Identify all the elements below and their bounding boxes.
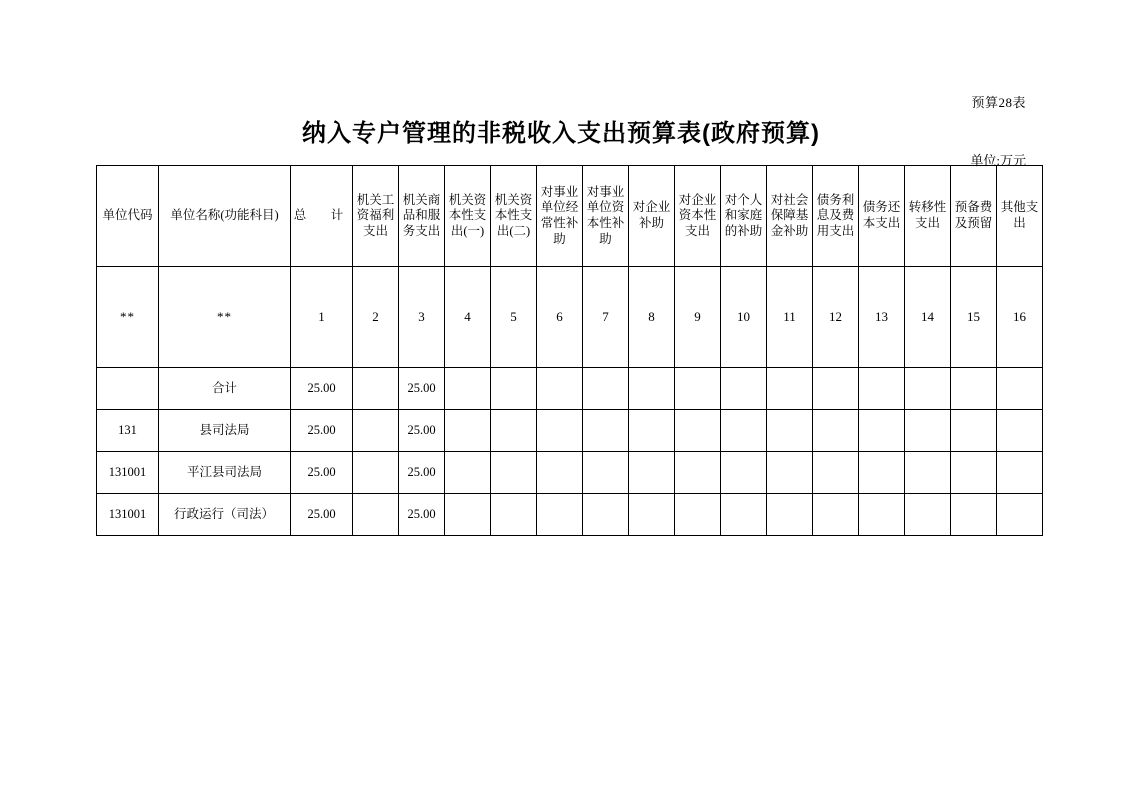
cell-value-3: 25.00 [399,410,445,452]
cell-value-6 [537,410,583,452]
cell-total: 25.00 [291,452,353,494]
column-header-8: 对事业单位资本性补助 [583,166,629,267]
cell-unit-name: 合计 [159,368,291,410]
cell-value-12 [813,368,859,410]
cell-value-16 [997,410,1043,452]
cell-value-9 [675,368,721,410]
column-header-1: 单位名称(功能科目) [159,166,291,267]
column-index-16: 15 [951,267,997,368]
cell-value-11 [767,494,813,536]
cell-value-10 [721,410,767,452]
cell-unit-code: 131001 [97,494,159,536]
cell-value-16 [997,368,1043,410]
cell-unit-code: 131 [97,410,159,452]
cell-value-8 [629,494,675,536]
cell-value-5 [491,494,537,536]
column-header-17: 其他支出 [997,166,1043,267]
page-title: 纳入专户管理的非税收入支出预算表(政府预算) [302,120,820,147]
form-code-label: 预算28表 [971,95,1026,110]
cell-value-3: 25.00 [399,494,445,536]
cell-value-3: 25.00 [399,368,445,410]
cell-value-14 [905,410,951,452]
column-index-11: 10 [721,267,767,368]
cell-value-12 [813,494,859,536]
cell-value-9 [675,494,721,536]
cell-value-2 [353,410,399,452]
cell-unit-name: 行政运行（司法） [159,494,291,536]
cell-value-9 [675,452,721,494]
column-index-10: 9 [675,267,721,368]
cell-value-14 [905,368,951,410]
column-header-2: 总 计 [291,166,353,267]
column-header-5: 机关资本性支出(一) [445,166,491,267]
cell-unit-code: 131001 [97,452,159,494]
budget-table [96,165,1043,536]
column-header-11: 对个人和家庭的补助 [721,166,767,267]
cell-value-13 [859,452,905,494]
column-index-6: 5 [491,267,537,368]
cell-value-12 [813,410,859,452]
cell-value-15 [951,494,997,536]
column-index-12: 11 [767,267,813,368]
cell-value-11 [767,368,813,410]
cell-value-6 [537,452,583,494]
cell-value-14 [905,494,951,536]
cell-unit-code [97,368,159,410]
column-index-14: 13 [859,267,905,368]
table-row [97,494,1043,536]
column-header-3: 机关工资福利支出 [353,166,399,267]
cell-value-16 [997,452,1043,494]
column-index-15: 14 [905,267,951,368]
column-header-4: 机关商品和服务支出 [399,166,445,267]
cell-value-7 [583,368,629,410]
cell-value-3: 25.00 [399,452,445,494]
cell-value-8 [629,452,675,494]
cell-value-10 [721,452,767,494]
cell-value-9 [675,410,721,452]
cell-value-11 [767,452,813,494]
column-index-0: ** [97,267,159,368]
table-row [97,452,1043,494]
column-index-5: 4 [445,267,491,368]
cell-value-4 [445,494,491,536]
table-row [97,368,1043,410]
column-header-7: 对事业单位经常性补助 [537,166,583,267]
cell-value-4 [445,452,491,494]
cell-value-13 [859,368,905,410]
cell-value-8 [629,410,675,452]
cell-value-15 [951,452,997,494]
cell-value-15 [951,410,997,452]
column-index-17: 16 [997,267,1043,368]
cell-value-13 [859,494,905,536]
cell-unit-name: 平江县司法局 [159,452,291,494]
column-index-7: 6 [537,267,583,368]
column-index-3: 2 [353,267,399,368]
cell-value-2 [353,452,399,494]
cell-value-7 [583,494,629,536]
cell-total: 25.00 [291,494,353,536]
cell-value-2 [353,494,399,536]
column-header-10: 对企业资本性支出 [675,166,721,267]
cell-value-10 [721,368,767,410]
cell-unit-name: 县司法局 [159,410,291,452]
cell-value-14 [905,452,951,494]
table-header-row [97,166,1043,267]
cell-value-4 [445,410,491,452]
cell-value-16 [997,494,1043,536]
column-index-9: 8 [629,267,675,368]
cell-value-7 [583,410,629,452]
cell-value-10 [721,494,767,536]
table-body [97,368,1043,536]
cell-value-2 [353,368,399,410]
cell-value-13 [859,410,905,452]
table-header [97,166,1043,368]
column-header-15: 转移性支出 [905,166,951,267]
unit-note-label: 单位:万元 [970,153,1026,168]
cell-value-8 [629,368,675,410]
column-header-9: 对企业补助 [629,166,675,267]
column-header-0: 单位代码 [97,166,159,267]
column-header-14: 债务还本支出 [859,166,905,267]
column-header-6: 机关资本性支出(二) [491,166,537,267]
column-index-1: ** [159,267,291,368]
cell-total: 25.00 [291,368,353,410]
cell-value-6 [537,368,583,410]
cell-value-11 [767,410,813,452]
cell-total: 25.00 [291,410,353,452]
column-index-13: 12 [813,267,859,368]
cell-value-4 [445,368,491,410]
cell-value-6 [537,494,583,536]
cell-value-15 [951,368,997,410]
column-header-12: 对社会保障基金补助 [767,166,813,267]
cell-value-5 [491,452,537,494]
column-index-8: 7 [583,267,629,368]
cell-value-5 [491,410,537,452]
table-column-index-row [97,267,1043,368]
column-index-2: 1 [291,267,353,368]
cell-value-5 [491,368,537,410]
table-row [97,410,1043,452]
cell-value-12 [813,452,859,494]
column-header-16: 预备费及预留 [951,166,997,267]
column-index-4: 3 [399,267,445,368]
cell-value-7 [583,452,629,494]
column-header-13: 债务利息及费用支出 [813,166,859,267]
